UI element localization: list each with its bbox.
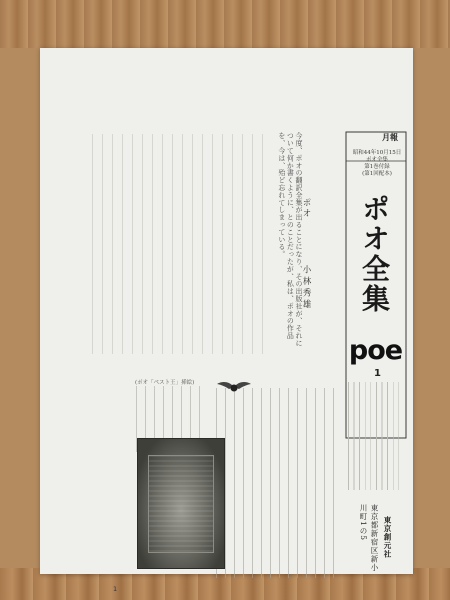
article-author: 小林秀雄 [301, 265, 311, 311]
article-title: ポオ [301, 198, 311, 219]
publisher-name: 東京創元社 [383, 516, 392, 559]
article-excerpt: 今度、ポオの翻訳全集が出ることになり、その出版社が、それについて何か書くように、とのことだったが、私は、ポオの作品を、今は、殆ど忘れてしまっている。 [277, 132, 303, 347]
volume-number: 1 [374, 368, 381, 379]
page-number: 1 [113, 585, 118, 593]
table-of-contents [346, 378, 406, 498]
body-text-columns [92, 134, 268, 354]
issue-note: (第1回配本) [362, 171, 392, 177]
volume-issue: 第1巻付録 [364, 164, 390, 170]
document-page [40, 48, 413, 593]
publisher-address: 東京都新宿区新小川町1の5 [359, 504, 379, 572]
contents-lines [348, 382, 404, 490]
geppo-label: 月報 [382, 132, 398, 142]
illustration-image [137, 438, 225, 569]
page-title: ポオ全集 [358, 194, 391, 314]
series-name: ポオ全集 [365, 157, 388, 163]
poe-logo: poe [348, 335, 403, 366]
illustration-caption: (ポオ「ペスト王」挿絵) [135, 380, 195, 386]
publication-info [350, 150, 404, 178]
lower-body-text [216, 388, 340, 578]
winged-emblem-icon [216, 379, 252, 399]
publication-date: 昭和44年10月15日 [352, 150, 402, 156]
wood-surface-top [0, 0, 450, 48]
